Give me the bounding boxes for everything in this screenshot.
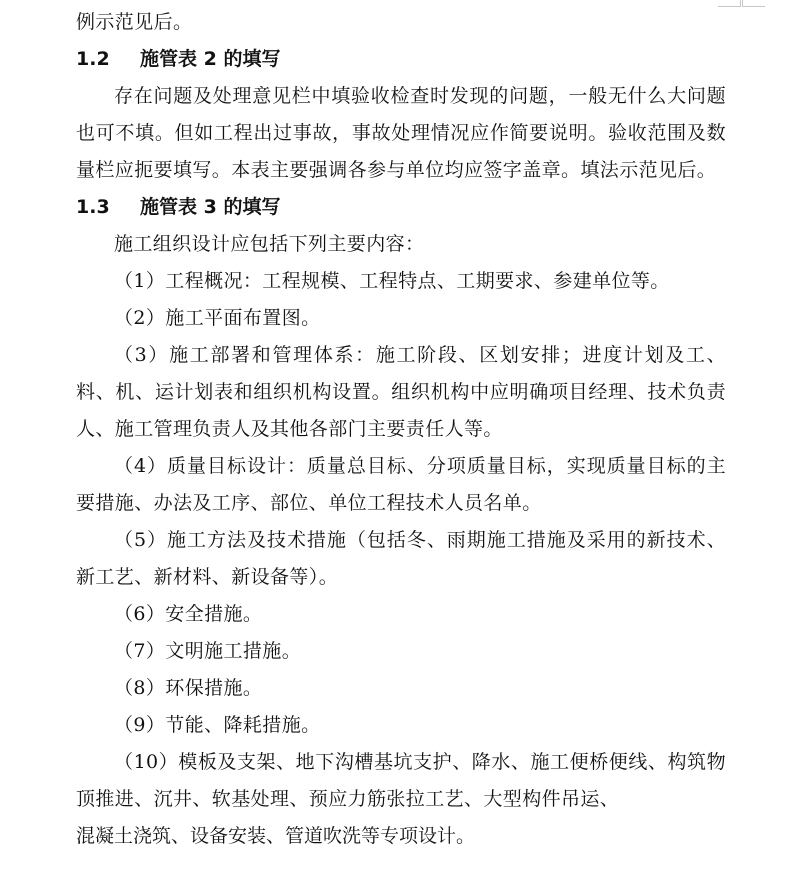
list-item-1: （1）工程概况：工程规模、工程特点、工期要求、参建单位等。 (114, 270, 670, 292)
list-item-8: （8）环保措施。 (114, 677, 263, 699)
section-number: 1.2 (76, 48, 110, 70)
list-item-2: （2）施工平面布置图。 (114, 307, 321, 329)
crop-mark-right (742, 0, 765, 7)
section-number: 1.3 (76, 196, 110, 218)
document-body (76, 4, 726, 847)
section-title: 施管表 2 的填写 (140, 48, 281, 70)
list-item-6: （6）安全措施。 (114, 603, 263, 625)
list-item-3: （3）施工部署和管理体系：施工阶段、区划安排；进度计划及工、料、机、运计划表和组织机构设置。组织机构中应明确项目经理、技术负责人、施工管理负责人及其他各部门主要责任人等。 (76, 344, 726, 440)
section-heading-1-3 (76, 189, 726, 226)
list-item-10: （10）模板及支架、地下沟槽基坑支护、降水、施工便桥便线、构筑物顶推进、沉井、软基处理、预应力筋张拉工艺、大型构件吊运、 (76, 751, 726, 810)
list-item-7: （7）文明施工措施。 (114, 640, 302, 662)
clipped-line: 混凝土浇筑、设备安装、管道吹洗等专项设计。 (76, 825, 476, 847)
section-title: 施管表 3 的填写 (140, 196, 281, 218)
list-item-5: （5）施工方法及技术措施（包括冬、雨期施工措施及采用的新技术、新工艺、新材料、新设备等）。 (76, 529, 726, 588)
section-heading-1-2 (76, 41, 726, 78)
section-1-2-paragraph: 存在问题及处理意见栏中填验收检查时发现的问题，一般无什么大问题也可不填。但如工程出过事故，事故处理情况应作简要说明。验收范围及数量栏应扼要填写。本表主要强调各参与单位均应签字盖章。填法示范见后。 (76, 85, 726, 181)
list-item-9: （9）节能、降耗措施。 (114, 714, 321, 736)
section-1-3-intro: 施工组织设计应包括下列主要内容： (114, 233, 425, 255)
list-item-4: （4）质量目标设计：质量总目标、分项质量目标，实现质量目标的主要措施、办法及工序、部位、单位工程技术人员名单。 (76, 455, 726, 514)
lead-fragment: 例示范见后。 (76, 11, 193, 33)
